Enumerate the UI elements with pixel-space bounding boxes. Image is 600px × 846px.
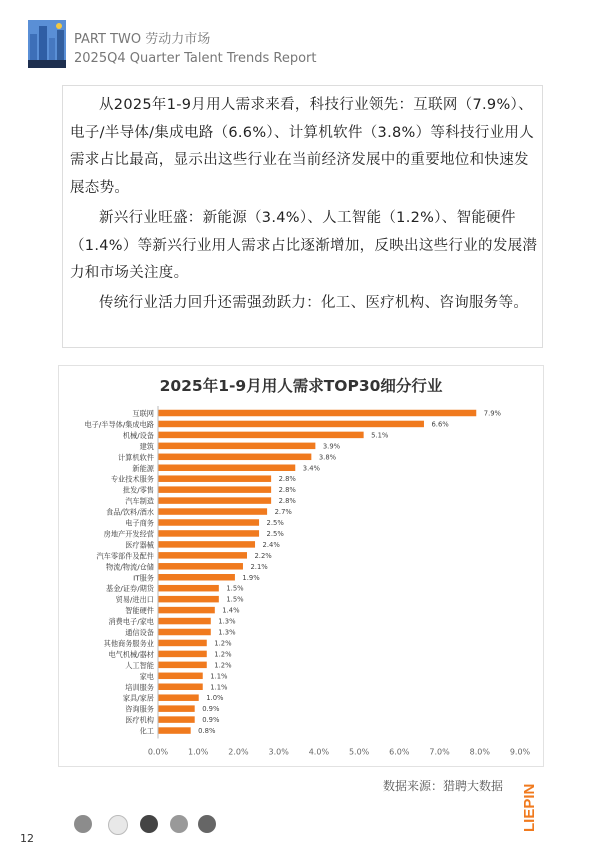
bar: [159, 552, 247, 559]
data-label: 1.5%: [226, 595, 244, 604]
category-label: 化工: [139, 726, 154, 736]
bar: [159, 519, 260, 526]
category-label: 培训服务: [125, 682, 154, 692]
category-label: 物流/物流/仓储: [106, 562, 154, 572]
category-label: 咨询服务: [125, 704, 154, 714]
bar: [159, 727, 191, 734]
data-label: 2.8%: [278, 475, 296, 484]
data-source: 数据来源：猎聘大数据: [383, 779, 504, 793]
bar: [159, 541, 256, 548]
data-label: 0.8%: [198, 727, 216, 736]
category-label: 贸易/进出口: [115, 595, 154, 605]
bar: [159, 410, 477, 417]
category-label: 互联网: [132, 409, 154, 418]
report-subtitle: 2025Q4 Quarter Talent Trends Report: [74, 51, 317, 66]
data-label: 2.2%: [254, 551, 272, 560]
data-label: 7.9%: [483, 409, 502, 418]
category-label: 家具/家居: [122, 693, 154, 703]
category-label: 电子/半导体/集成电路: [84, 419, 154, 429]
data-label: 6.6%: [431, 420, 449, 429]
category-label: 人工智能: [125, 660, 154, 670]
bar: [159, 684, 203, 691]
category-label: 房地产开发经营: [103, 529, 154, 539]
data-label: 1.2%: [214, 661, 232, 670]
page-number: 12: [20, 832, 34, 845]
data-label: 3.9%: [322, 442, 341, 451]
category-label: 智能硬件: [125, 606, 154, 616]
x-tick-label: 4.0%: [308, 747, 330, 757]
data-label: 1.2%: [214, 650, 232, 659]
x-tick-label: 0.0%: [147, 747, 169, 757]
category-label: 家电: [139, 671, 154, 681]
category-label: 基金/证券/期货: [106, 584, 154, 594]
bar: [159, 421, 424, 428]
category-label: 医疗器械: [125, 540, 154, 550]
category-label: 批发/零售: [122, 485, 154, 495]
category-label: 汽车零部件及配件: [96, 551, 154, 561]
bar: [159, 640, 207, 647]
bar: [159, 673, 203, 680]
category-label: 食品/饮料/酒水: [106, 507, 154, 517]
brand-text: LIEPIN: [521, 783, 538, 832]
bar: [159, 486, 272, 493]
data-label: 0.9%: [202, 705, 220, 714]
bar: [159, 574, 235, 581]
bar: [159, 475, 272, 482]
bar: [159, 596, 219, 603]
category-label: 专业技术服务: [110, 474, 154, 484]
bar: [159, 443, 316, 450]
data-label: 3.8%: [318, 453, 337, 462]
footer-photo-icon: [74, 815, 92, 833]
category-label: 计算机软件: [118, 452, 154, 462]
liepin-logo: [520, 770, 538, 832]
data-label: 3.4%: [302, 464, 321, 473]
x-tick-label: 7.0%: [429, 747, 450, 757]
category-label: IT服务: [133, 573, 154, 583]
category-label: 电子商务: [125, 518, 154, 528]
category-label: 新能源: [132, 463, 154, 473]
category-label: 其他商务服务业: [103, 638, 154, 648]
category-label: 消费电子/家电: [108, 617, 154, 627]
data-label: 2.4%: [262, 540, 280, 549]
category-label: 通信设备: [125, 628, 154, 637]
bar: [159, 454, 312, 461]
summary-paragraph: 传统行业活力回升还需强劲跃力：化工、医疗机构、咨询服务等。: [99, 295, 529, 311]
data-label: 5.1%: [371, 431, 389, 440]
data-label: 2.1%: [250, 562, 268, 571]
bar: [159, 432, 364, 439]
bar: [159, 497, 272, 504]
data-label: 1.9%: [242, 573, 260, 582]
bar: [159, 607, 215, 614]
footer-photo-icon: [170, 815, 188, 833]
data-label: 1.3%: [218, 617, 236, 626]
bar: [159, 618, 211, 625]
data-label: 1.1%: [210, 672, 228, 681]
x-tick-label: 5.0%: [348, 747, 370, 757]
data-label: 2.7%: [274, 508, 292, 517]
bar-chart: [58, 365, 544, 767]
bar: [159, 662, 207, 669]
bar: [159, 508, 268, 515]
data-label: 1.1%: [210, 683, 228, 692]
data-label: 1.0%: [206, 694, 224, 703]
data-label: 1.3%: [218, 628, 236, 637]
category-label: 汽车制造: [125, 496, 154, 506]
bar: [159, 465, 296, 472]
bar: [159, 651, 207, 658]
footer-photo-icon: [108, 815, 128, 835]
section-title: PART TWO 劳动力市场: [74, 32, 211, 47]
city-skyline-icon: [28, 20, 66, 68]
data-label: 1.4%: [222, 606, 240, 615]
footer-photo-icon: [198, 815, 216, 833]
bar: [159, 716, 195, 723]
bar: [159, 585, 219, 592]
category-label: 建筑: [139, 441, 154, 451]
data-label: 0.9%: [202, 716, 220, 725]
data-label: 2.8%: [278, 497, 296, 506]
x-tick-label: 2.0%: [228, 747, 249, 757]
data-label: 1.2%: [214, 639, 232, 648]
bar: [159, 694, 199, 701]
category-label: 医疗机构: [125, 715, 154, 725]
x-tick-label: 3.0%: [268, 747, 289, 757]
data-label: 2.8%: [278, 486, 296, 495]
summary-paragraph: 从2025年1-9月用人需求来看，科技行业领先：互联网（7.9%）、电子/半导体/集成电路（6.6%）、计算机软件（3.8%）等科技行业用人需求占比最高，显示出这些行业在当前经济发展中的重要地位和快速发展态势。: [70, 97, 534, 196]
x-tick-label: 9.0%: [509, 747, 531, 757]
summary-paragraph: 新兴行业旺盛：新能源（3.4%）、人工智能（1.2%）、智能硬件（1.4%）等新兴行业用人需求占比逐渐增加，反映出这些行业的发展潜力和市场关注度。: [70, 210, 538, 281]
x-tick-label: 1.0%: [188, 747, 209, 757]
bar: [159, 629, 211, 636]
data-label: 2.5%: [266, 519, 284, 527]
footer-photo-icon: [140, 815, 158, 833]
x-tick-label: 6.0%: [389, 747, 410, 757]
bar: [159, 530, 260, 537]
bar: [159, 563, 243, 570]
bar: [159, 705, 195, 712]
data-label: 1.5%: [226, 584, 244, 593]
chart-title: 2025年1-9月用人需求TOP30细分行业: [159, 377, 443, 395]
data-label: 2.5%: [266, 529, 284, 538]
x-tick-label: 8.0%: [469, 747, 490, 757]
category-label: 机械/设备: [122, 430, 154, 440]
category-label: 电气机械/器材: [108, 649, 154, 659]
